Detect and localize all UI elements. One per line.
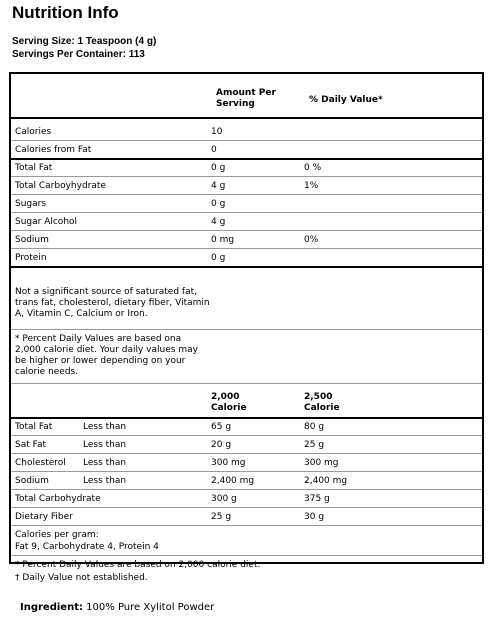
serving-size: Serving Size: 1 Teaspoon (4 g) — [12, 36, 157, 47]
ingredient-line — [20, 602, 214, 613]
calories-per-gram-values: Fat 9, Carbohydrate 4, Protein 4 — [15, 542, 159, 552]
not-significant-note: Not a significant source of saturated fat, trans fat, cholesterol, dietary fiber, Vitamin A, Vitamin C, Calcium or Iron. — [15, 287, 210, 319]
reference-qualifier: Less than — [83, 440, 127, 450]
reference-2000: 25 g — [211, 512, 232, 522]
amount-per-serving-header: Amount Per Serving — [216, 88, 276, 109]
reference-2500: 25 g — [304, 440, 325, 450]
nutrient-amount: 4 g — [211, 181, 226, 191]
nutrient-name: Calories from Fat — [15, 145, 92, 155]
reference-qualifier: Less than — [83, 476, 127, 486]
nutrient-dv: 0% — [304, 235, 319, 245]
reference-name: Total Carbohydrate — [15, 494, 101, 504]
nutrition-facts-table — [9, 72, 484, 583]
percent-daily-value-note: * Percent Daily Values are based ona 2,000 calorie diet. Your daily values may be higher or lower depending on your calorie needs. — [15, 334, 198, 377]
reference-2500: 300 mg — [304, 458, 339, 468]
reference-2500: 375 g — [304, 494, 330, 504]
nutrient-name: Sugars — [15, 199, 47, 209]
daily-value-header: % Daily Value* — [309, 95, 383, 105]
page-title: Nutrition Info — [12, 3, 119, 22]
nutrient-name: Sodium — [15, 235, 49, 245]
nutrient-dv: 1% — [304, 181, 319, 191]
reference-name: Dietary Fiber — [15, 512, 73, 522]
reference-2000: 300 g — [211, 494, 237, 504]
calories-per-gram-label: Calories per gram: — [15, 530, 99, 540]
calorie-2500-header: 2,500 Calorie — [304, 392, 340, 413]
footnote-percent-daily-values: * Percent Daily Values are based on 2,000 calorie diet. — [15, 560, 261, 570]
nutrient-name: Total Carboyhydrate — [15, 181, 106, 191]
nutrient-amount: 0 g — [211, 163, 226, 173]
servings-per-container: Servings Per Container: 113 — [12, 49, 145, 60]
reference-name: Sat Fat — [15, 440, 47, 450]
ingredient-label: Ingredient: — [20, 602, 83, 613]
reference-name: Sodium — [15, 476, 49, 486]
reference-2000: 2,400 mg — [211, 476, 255, 486]
reference-name: Cholesterol — [15, 458, 66, 468]
ingredient-value: 100% Pure Xylitol Powder — [86, 602, 215, 613]
reference-2000: 65 g — [211, 422, 232, 432]
reference-2500: 80 g — [304, 422, 325, 432]
nutrient-amount: 0 g — [211, 253, 226, 263]
nutrient-name: Total Fat — [15, 163, 53, 173]
reference-qualifier: Less than — [83, 458, 127, 468]
nutrient-name: Sugar Alcohol — [15, 217, 78, 227]
reference-2000: 20 g — [211, 440, 232, 450]
nutrient-amount: 4 g — [211, 217, 226, 227]
nutrient-amount: 0 mg — [211, 235, 235, 245]
nutrient-name: Protein — [15, 253, 47, 263]
reference-qualifier: Less than — [83, 422, 127, 432]
nutrient-dv: 0 % — [304, 163, 322, 173]
reference-2500: 2,400 mg — [304, 476, 348, 486]
nutrient-amount: 0 — [211, 145, 217, 155]
nutrient-amount: 10 — [211, 127, 223, 137]
calorie-2000-header: 2,000 Calorie — [211, 392, 247, 413]
reference-2500: 30 g — [304, 512, 325, 522]
footnote-daily-value-not-established: † Daily Value not established. — [15, 573, 148, 583]
divider — [11, 117, 482, 119]
reference-2000: 300 mg — [211, 458, 246, 468]
reference-name: Total Fat — [15, 422, 53, 432]
nutrient-name: Calories — [15, 127, 52, 137]
nutrient-amount: 0 g — [211, 199, 226, 209]
